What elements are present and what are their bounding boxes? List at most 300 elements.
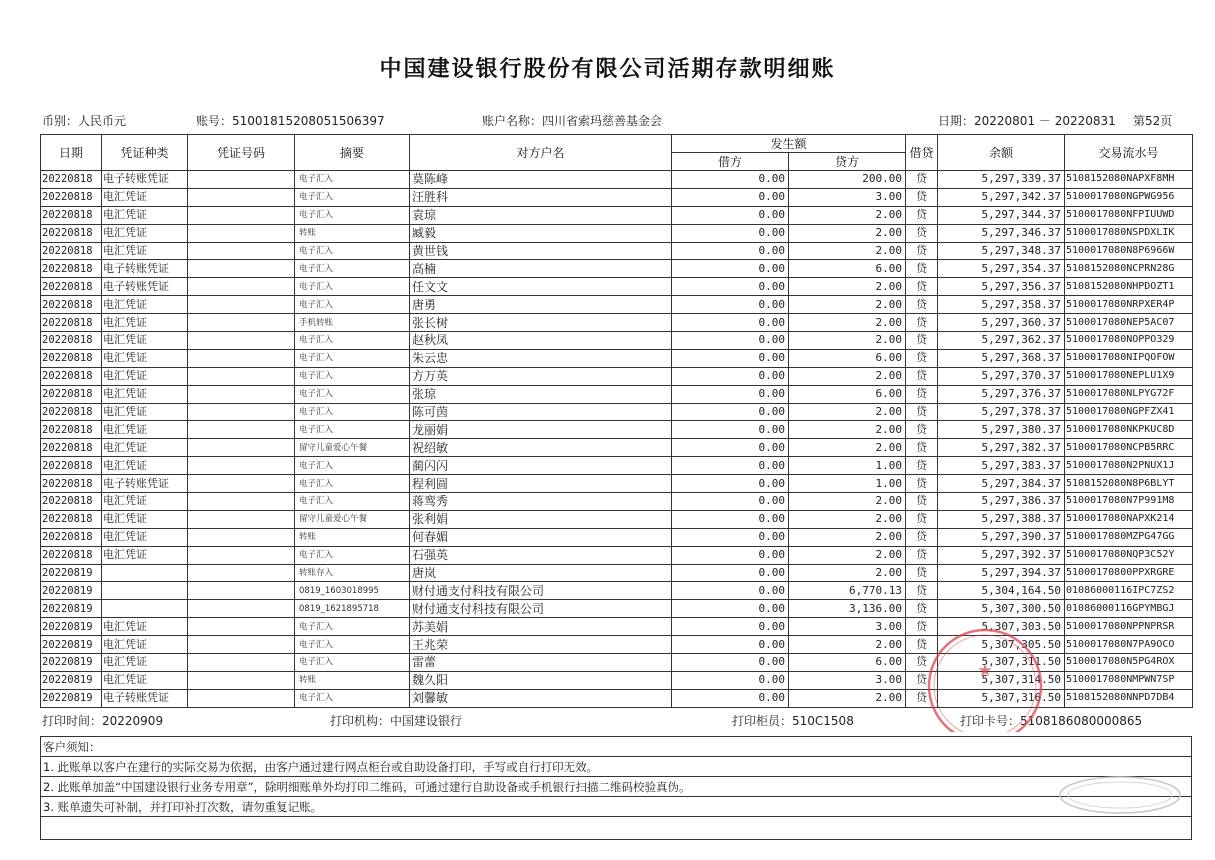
row-summary: 手机转账: [295, 314, 410, 332]
svg-text:★: ★: [977, 661, 993, 681]
table-row: [41, 564, 1193, 582]
table-row: [41, 242, 1193, 260]
row-counterparty: 莫陈峰: [410, 171, 672, 189]
row-counterparty: 刘馨敏: [410, 689, 672, 707]
row-debit: 0.00: [672, 493, 789, 511]
notes-item: 1. 此账单以客户在建行的实际交易为依据，由客户通过建行网点柜台或自助设备打印，手写或自行打印无效。: [41, 757, 1192, 777]
row-voucher-type: 电汇凭证: [102, 224, 188, 242]
row-balance: 5,297,342.37: [938, 188, 1065, 206]
row-voucher-type: 电汇凭证: [102, 654, 188, 672]
row-voucher-type: 电汇凭证: [102, 421, 188, 439]
row-summary: 电子汇入: [295, 367, 410, 385]
row-counterparty: 魏久阳: [410, 671, 672, 689]
table-row: [41, 457, 1193, 475]
row-voucher-no: [188, 582, 295, 600]
row-date: 20220818: [41, 349, 102, 367]
row-dc: 贷: [906, 439, 938, 457]
row-voucher-no: [188, 171, 295, 189]
col-header-summary: 摘要: [295, 135, 410, 171]
row-counterparty: 财付通支付科技有限公司: [410, 600, 672, 618]
row-voucher-no: [188, 188, 295, 206]
row-txn-no: 5100017080N7PA9OCO: [1065, 636, 1193, 654]
row-summary: 电子汇入: [295, 260, 410, 278]
table-row: [41, 582, 1193, 600]
row-summary: 电子汇入: [295, 493, 410, 511]
row-dc: 贷: [906, 600, 938, 618]
row-txn-no: 5100017080N2PNUX1J: [1065, 457, 1193, 475]
row-date: 20220818: [41, 385, 102, 403]
row-txn-no: 01086000116IPC7ZS2: [1065, 582, 1193, 600]
row-debit: 0.00: [672, 260, 789, 278]
row-summary: 转账: [295, 224, 410, 242]
row-voucher-no: [188, 242, 295, 260]
row-counterparty: 张利娟: [410, 510, 672, 528]
row-txn-no: 5100017080NGPFZX41: [1065, 403, 1193, 421]
row-dc: 贷: [906, 206, 938, 224]
account-name: 账户名称：四川省索玛慈善基金会: [482, 114, 663, 128]
row-voucher-type: 电汇凭证: [102, 206, 188, 224]
row-counterparty: 任文文: [410, 278, 672, 296]
row-txn-no: 5100017080N5PG4ROX: [1065, 654, 1193, 672]
print-counter: 打印柜员：510C1508: [732, 714, 854, 728]
row-debit: 0.00: [672, 457, 789, 475]
ledger-body: [41, 171, 1193, 708]
table-row: [41, 278, 1193, 296]
row-summary: 电子汇入: [295, 654, 410, 672]
col-header-txn-no: 交易流水号: [1065, 135, 1193, 171]
row-voucher-type: 电汇凭证: [102, 528, 188, 546]
row-balance: 5,297,346.37: [938, 224, 1065, 242]
row-date: 20220818: [41, 439, 102, 457]
row-voucher-type: 电汇凭证: [102, 493, 188, 511]
row-date: 20220818: [41, 528, 102, 546]
row-txn-no: 01086000116GPYMBGJ: [1065, 600, 1193, 618]
row-voucher-type: [102, 582, 188, 600]
row-date: 20220818: [41, 242, 102, 260]
row-summary: 转账: [295, 671, 410, 689]
row-credit: 2.00: [789, 206, 906, 224]
row-voucher-no: [188, 457, 295, 475]
account-number: 账号：51001815208051506397: [196, 114, 385, 128]
row-voucher-no: [188, 403, 295, 421]
row-balance: 5,297,356.37: [938, 278, 1065, 296]
row-credit: 2.00: [789, 421, 906, 439]
row-voucher-type: [102, 600, 188, 618]
table-row: [41, 493, 1193, 511]
row-counterparty: 黄世钱: [410, 242, 672, 260]
row-date: 20220818: [41, 421, 102, 439]
row-txn-no: 51000170800PPXRGRE: [1065, 564, 1193, 582]
row-summary: 电子汇入: [295, 475, 410, 493]
notes-heading: 客户须知：: [41, 737, 1192, 757]
row-voucher-type: 电子转账凭证: [102, 475, 188, 493]
print-time: 打印时间：20220909: [42, 714, 164, 728]
row-date: 20220819: [41, 582, 102, 600]
table-row: [41, 385, 1193, 403]
table-row: [41, 546, 1193, 564]
row-txn-no: 5108152080NHPDOZT1: [1065, 278, 1193, 296]
date-range: 日期：20220801 － 20220831: [938, 114, 1116, 128]
row-debit: 0.00: [672, 278, 789, 296]
row-date: 20220818: [41, 260, 102, 278]
row-date: 20220819: [41, 671, 102, 689]
row-credit: 3.00: [789, 671, 906, 689]
row-txn-no: 5100017080NAPXK214: [1065, 510, 1193, 528]
row-date: 20220818: [41, 493, 102, 511]
row-voucher-no: [188, 654, 295, 672]
row-summary: 电子汇入: [295, 278, 410, 296]
row-balance: 5,297,392.37: [938, 546, 1065, 564]
row-credit: 1.00: [789, 457, 906, 475]
row-debit: 0.00: [672, 332, 789, 350]
row-txn-no: 5108152080NNPD7DB4: [1065, 689, 1193, 707]
row-balance: 5,297,368.37: [938, 349, 1065, 367]
row-summary: 电子汇入: [295, 636, 410, 654]
row-date: 20220818: [41, 457, 102, 475]
row-balance: 5,307,303.50: [938, 618, 1065, 636]
row-counterparty: 石强英: [410, 546, 672, 564]
row-voucher-no: [188, 636, 295, 654]
row-summary: 电子汇入: [295, 385, 410, 403]
row-voucher-type: 电汇凭证: [102, 314, 188, 332]
row-credit: 2.00: [789, 636, 906, 654]
row-voucher-type: 电汇凭证: [102, 510, 188, 528]
row-credit: 2.00: [789, 278, 906, 296]
customer-notes: [40, 736, 1192, 840]
row-debit: 0.00: [672, 206, 789, 224]
row-dc: 贷: [906, 385, 938, 403]
row-voucher-type: 电汇凭证: [102, 439, 188, 457]
col-header-amount: 发生额: [672, 135, 906, 153]
row-txn-no: 5108152080NCPRN28G: [1065, 260, 1193, 278]
row-date: 20220818: [41, 332, 102, 350]
currency-label: 币别：人民币元: [42, 114, 127, 128]
row-counterparty: 蒋鸾秀: [410, 493, 672, 511]
row-debit: 0.00: [672, 367, 789, 385]
row-dc: 贷: [906, 367, 938, 385]
row-voucher-type: 电汇凭证: [102, 332, 188, 350]
row-dc: 贷: [906, 475, 938, 493]
row-dc: 贷: [906, 582, 938, 600]
row-credit: 2.00: [789, 367, 906, 385]
row-voucher-no: [188, 600, 295, 618]
table-row: [41, 367, 1193, 385]
row-debit: 0.00: [672, 349, 789, 367]
table-row: [41, 510, 1193, 528]
row-credit: 2.00: [789, 546, 906, 564]
row-balance: 5,297,344.37: [938, 206, 1065, 224]
row-counterparty: 袁琼: [410, 206, 672, 224]
row-date: 20220818: [41, 188, 102, 206]
table-row: [41, 171, 1193, 189]
row-dc: 贷: [906, 242, 938, 260]
row-balance: 5,297,394.37: [938, 564, 1065, 582]
row-counterparty: 方万英: [410, 367, 672, 385]
table-row: [41, 475, 1193, 493]
row-counterparty: 祝绍敏: [410, 439, 672, 457]
row-txn-no: 5100017080N8P6966W: [1065, 242, 1193, 260]
row-voucher-no: [188, 278, 295, 296]
row-dc: 贷: [906, 260, 938, 278]
row-txn-no: 5100017080NOPPO329: [1065, 332, 1193, 350]
table-row: [41, 296, 1193, 314]
row-voucher-no: [188, 224, 295, 242]
row-debit: 0.00: [672, 654, 789, 672]
row-debit: 0.00: [672, 439, 789, 457]
row-debit: 0.00: [672, 689, 789, 707]
row-credit: 2.00: [789, 296, 906, 314]
row-txn-no: 5100017080NMPWN7SP: [1065, 671, 1193, 689]
row-balance: 5,297,384.37: [938, 475, 1065, 493]
row-balance: 5,297,390.37: [938, 528, 1065, 546]
table-row: [41, 206, 1193, 224]
row-counterparty: 赵秋凤: [410, 332, 672, 350]
row-summary: 留守儿童爱心午餐: [295, 510, 410, 528]
row-counterparty: 王兆荣: [410, 636, 672, 654]
row-credit: 6,770.13: [789, 582, 906, 600]
row-voucher-type: 电汇凭证: [102, 242, 188, 260]
row-voucher-no: [188, 385, 295, 403]
table-row: [41, 349, 1193, 367]
row-credit: 6.00: [789, 385, 906, 403]
row-balance: 5,297,339.37: [938, 171, 1065, 189]
row-dc: 贷: [906, 510, 938, 528]
row-credit: 2.00: [789, 510, 906, 528]
col-header-dc: 借贷: [906, 135, 938, 171]
row-debit: 0.00: [672, 385, 789, 403]
row-voucher-no: [188, 367, 295, 385]
row-credit: 2.00: [789, 493, 906, 511]
row-voucher-no: [188, 618, 295, 636]
row-balance: 5,304,164.50: [938, 582, 1065, 600]
row-voucher-type: 电子转账凭证: [102, 171, 188, 189]
row-debit: 0.00: [672, 403, 789, 421]
row-summary: 电子汇入: [295, 332, 410, 350]
row-date: 20220819: [41, 600, 102, 618]
row-balance: 5,297,378.37: [938, 403, 1065, 421]
row-summary: 电子汇入: [295, 457, 410, 475]
row-credit: 200.00: [789, 171, 906, 189]
row-dc: 贷: [906, 278, 938, 296]
row-credit: 2.00: [789, 403, 906, 421]
row-summary: 电子汇入: [295, 206, 410, 224]
row-debit: 0.00: [672, 296, 789, 314]
row-date: 20220818: [41, 475, 102, 493]
row-voucher-no: [188, 421, 295, 439]
table-row: [41, 528, 1193, 546]
row-credit: 2.00: [789, 224, 906, 242]
row-summary: 电子汇入: [295, 349, 410, 367]
row-voucher-no: [188, 439, 295, 457]
row-counterparty: 雷蕾: [410, 654, 672, 672]
row-balance: 5,307,311.50: [938, 654, 1065, 672]
row-summary: 0819_1621895718: [295, 600, 410, 618]
table-row: [41, 332, 1193, 350]
row-dc: 贷: [906, 457, 938, 475]
row-summary: 电子汇入: [295, 171, 410, 189]
row-voucher-type: 电子转账凭证: [102, 278, 188, 296]
row-summary: 电子汇入: [295, 403, 410, 421]
row-voucher-no: [188, 296, 295, 314]
row-credit: 3,136.00: [789, 600, 906, 618]
col-header-debit: 借方: [672, 153, 789, 171]
print-org: 打印机构：中国建设银行: [330, 714, 463, 728]
row-credit: 2.00: [789, 314, 906, 332]
row-dc: 贷: [906, 296, 938, 314]
row-debit: 0.00: [672, 242, 789, 260]
row-balance: 5,297,358.37: [938, 296, 1065, 314]
row-voucher-no: [188, 332, 295, 350]
row-txn-no: 5100017080NLPYG72F: [1065, 385, 1193, 403]
row-credit: 6.00: [789, 654, 906, 672]
row-voucher-type: [102, 564, 188, 582]
row-voucher-type: 电汇凭证: [102, 296, 188, 314]
row-date: 20220818: [41, 171, 102, 189]
table-row: [41, 671, 1193, 689]
row-dc: 贷: [906, 171, 938, 189]
row-date: 20220819: [41, 618, 102, 636]
row-date: 20220818: [41, 278, 102, 296]
row-debit: 0.00: [672, 564, 789, 582]
row-txn-no: 5100017080NGPWG956: [1065, 188, 1193, 206]
row-txn-no: 5100017080NCPB5RRC: [1065, 439, 1193, 457]
row-credit: 6.00: [789, 349, 906, 367]
row-date: 20220818: [41, 296, 102, 314]
row-txn-no: 5100017080NEP5AC07: [1065, 314, 1193, 332]
row-counterparty: 财付通支付科技有限公司: [410, 582, 672, 600]
row-counterparty: 程利圆: [410, 475, 672, 493]
row-txn-no: 5100017080NIPQOFOW: [1065, 349, 1193, 367]
row-voucher-no: [188, 314, 295, 332]
table-row: [41, 689, 1193, 707]
row-date: 20220819: [41, 564, 102, 582]
row-txn-no: 5100017080NSPDXLIK: [1065, 224, 1193, 242]
row-voucher-type: 电汇凭证: [102, 457, 188, 475]
col-header-credit: 贷方: [789, 153, 906, 171]
row-txn-no: 5100017080NEPLU1X9: [1065, 367, 1193, 385]
page-number: 第52页: [1133, 114, 1173, 128]
row-debit: 0.00: [672, 314, 789, 332]
row-debit: 0.00: [672, 171, 789, 189]
table-row: [41, 618, 1193, 636]
row-counterparty: 唐勇: [410, 296, 672, 314]
notes-item: 3. 账单遗失可补制，并打印补打次数，请勿重复记账。: [41, 797, 1192, 817]
table-row: [41, 188, 1193, 206]
row-balance: 5,307,314.50: [938, 671, 1065, 689]
row-txn-no: 5100017080NKPKUC8D: [1065, 421, 1193, 439]
row-debit: 0.00: [672, 582, 789, 600]
row-dc: 贷: [906, 671, 938, 689]
row-summary: 电子汇入: [295, 188, 410, 206]
row-txn-no: 5100017080NFPIUUWD: [1065, 206, 1193, 224]
row-voucher-no: [188, 493, 295, 511]
row-voucher-no: [188, 671, 295, 689]
row-summary: 0819_1603018995: [295, 582, 410, 600]
row-dc: 贷: [906, 332, 938, 350]
row-voucher-no: [188, 528, 295, 546]
row-voucher-type: 电子转账凭证: [102, 260, 188, 278]
row-balance: 5,297,348.37: [938, 242, 1065, 260]
row-debit: 0.00: [672, 618, 789, 636]
row-summary: 留守儿童爱心午餐: [295, 439, 410, 457]
print-card-number: 打印卡号：5108186080000865: [960, 714, 1143, 728]
row-credit: 2.00: [789, 439, 906, 457]
row-txn-no: 5108152080NAPXF8MH: [1065, 171, 1193, 189]
row-balance: 5,297,380.37: [938, 421, 1065, 439]
table-row: [41, 636, 1193, 654]
row-voucher-type: 电汇凭证: [102, 385, 188, 403]
row-counterparty: 唐岚: [410, 564, 672, 582]
col-header-date: 日期: [41, 135, 102, 171]
row-dc: 贷: [906, 493, 938, 511]
row-credit: 2.00: [789, 564, 906, 582]
row-balance: 5,297,382.37: [938, 439, 1065, 457]
row-voucher-no: [188, 546, 295, 564]
row-counterparty: 何春媚: [410, 528, 672, 546]
row-voucher-type: 电汇凭证: [102, 636, 188, 654]
row-debit: 0.00: [672, 671, 789, 689]
row-txn-no: 5100017080NRPXER4P: [1065, 296, 1193, 314]
col-header-counterparty: 对方户名: [410, 135, 672, 171]
row-debit: 0.00: [672, 600, 789, 618]
row-credit: 2.00: [789, 242, 906, 260]
row-voucher-no: [188, 689, 295, 707]
row-credit: 3.00: [789, 618, 906, 636]
row-dc: 贷: [906, 689, 938, 707]
row-voucher-no: [188, 510, 295, 528]
row-date: 20220818: [41, 403, 102, 421]
row-summary: 电子汇入: [295, 421, 410, 439]
row-debit: 0.00: [672, 224, 789, 242]
row-voucher-no: [188, 475, 295, 493]
table-row: [41, 403, 1193, 421]
row-summary: 电子汇入: [295, 242, 410, 260]
row-voucher-type: 电汇凭证: [102, 349, 188, 367]
row-date: 20220818: [41, 206, 102, 224]
row-counterparty: 汪胜科: [410, 188, 672, 206]
row-balance: 5,297,383.37: [938, 457, 1065, 475]
row-summary: 转账: [295, 528, 410, 546]
row-voucher-type: 电汇凭证: [102, 188, 188, 206]
row-dc: 贷: [906, 618, 938, 636]
row-txn-no: 5100017080NPPNPRSR: [1065, 618, 1193, 636]
row-summary: 电子汇入: [295, 618, 410, 636]
row-balance: 5,307,316.50: [938, 689, 1065, 707]
row-summary: 电子汇入: [295, 689, 410, 707]
row-voucher-no: [188, 564, 295, 582]
row-credit: 2.00: [789, 528, 906, 546]
row-dc: 贷: [906, 564, 938, 582]
row-dc: 贷: [906, 421, 938, 439]
row-debit: 0.00: [672, 510, 789, 528]
row-counterparty: 苏美娟: [410, 618, 672, 636]
row-txn-no: 5100017080NQP3C52Y: [1065, 546, 1193, 564]
row-balance: 5,297,362.37: [938, 332, 1065, 350]
row-counterparty: 陈可茵: [410, 403, 672, 421]
col-header-voucher-type: 凭证种类: [102, 135, 188, 171]
row-credit: 6.00: [789, 260, 906, 278]
table-row: [41, 439, 1193, 457]
row-voucher-type: 电汇凭证: [102, 403, 188, 421]
row-voucher-type: 电汇凭证: [102, 546, 188, 564]
row-credit: 3.00: [789, 188, 906, 206]
table-row: [41, 654, 1193, 672]
row-txn-no: 5100017080MZPG47GG: [1065, 528, 1193, 546]
row-counterparty: 张长树: [410, 314, 672, 332]
row-balance: 5,297,386.37: [938, 493, 1065, 511]
row-summary: 转账存入: [295, 564, 410, 582]
row-dc: 贷: [906, 403, 938, 421]
